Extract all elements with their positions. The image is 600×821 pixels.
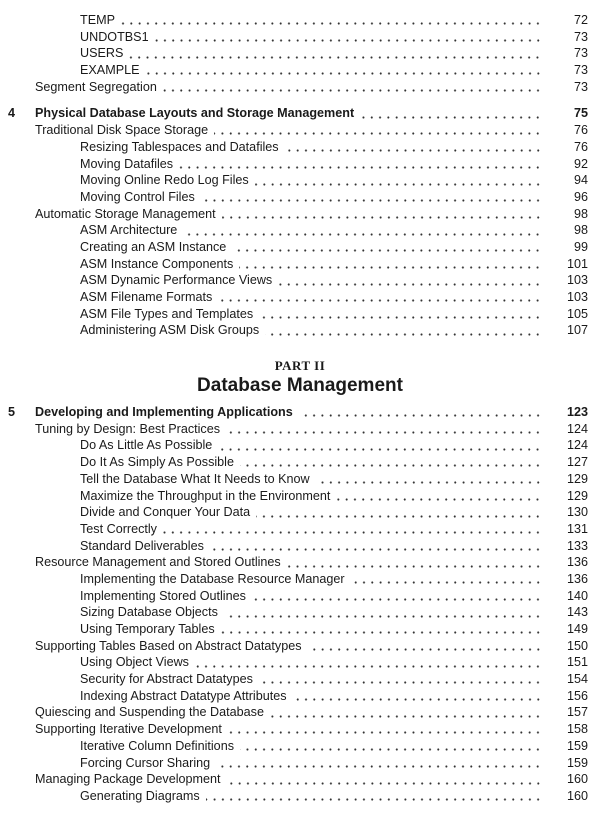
page-number: 99 (573, 239, 588, 254)
entry-title: Standard Deliverables (80, 538, 204, 553)
entry-title: UNDOTBS1 (80, 29, 149, 44)
entry-title: ASM Dynamic Performance Views (80, 273, 273, 288)
page-number: 136 (566, 555, 588, 570)
entry-title: ASM File Types and Templates (80, 306, 254, 321)
dot-leader (293, 698, 542, 701)
page-number: 123 (566, 405, 588, 420)
toc-subsection[interactable] (0, 62, 600, 79)
toc-subsection[interactable] (0, 172, 600, 189)
page-number: 133 (566, 538, 588, 553)
dot-leader (259, 316, 542, 319)
page-number: 160 (566, 788, 588, 803)
page-number: 105 (566, 306, 588, 321)
dot-leader (210, 548, 542, 551)
entry-title: Segment Segregation (35, 79, 157, 94)
toc-subsection[interactable] (0, 504, 600, 521)
chapter-number: 4 (8, 106, 16, 121)
toc-subsection[interactable] (0, 521, 600, 538)
entry-title: Do It As Simply As Possible (80, 455, 234, 470)
toc-section[interactable] (0, 122, 600, 139)
toc-section[interactable] (0, 421, 600, 438)
entry-title: Administering ASM Disk Groups (80, 323, 260, 338)
toc-subsection[interactable] (0, 272, 600, 289)
toc-subsection[interactable] (0, 29, 600, 46)
toc-subsection[interactable] (0, 538, 600, 555)
toc-section[interactable] (0, 79, 600, 96)
dot-leader (218, 299, 542, 302)
dot-leader (201, 199, 542, 202)
page-number: 107 (566, 323, 588, 338)
entry-title: Resizing Tablespaces and Datafiles (80, 139, 279, 154)
toc-subsection[interactable] (0, 688, 600, 705)
entry-title: ASM Instance Components (80, 256, 234, 271)
dot-leader (226, 431, 542, 434)
toc-subsection[interactable] (0, 471, 600, 488)
page-number: 136 (566, 571, 588, 586)
page-number: 103 (566, 290, 588, 304)
page-number: 151 (566, 655, 588, 670)
toc-subsection[interactable] (0, 621, 600, 638)
page-number: 98 (573, 223, 588, 238)
toc-subsection[interactable] (0, 755, 600, 772)
entry-title: Forcing Cursor Sharing (80, 755, 211, 770)
toc-section[interactable] (0, 704, 600, 721)
toc-subsection[interactable] (0, 189, 600, 206)
part-heading (0, 357, 600, 398)
dot-leader (218, 448, 542, 451)
page-number: 131 (566, 521, 588, 536)
dot-leader (308, 648, 542, 651)
dot-leader (239, 266, 542, 269)
toc-section[interactable] (0, 206, 600, 223)
toc-chapter[interactable] (0, 404, 600, 421)
entry-title: Moving Control Files (80, 189, 195, 204)
page-number: 143 (566, 605, 588, 620)
dot-leader (155, 39, 542, 42)
dot-leader (299, 414, 542, 417)
entry-title: TEMP (80, 13, 115, 27)
page-number: 73 (573, 79, 588, 94)
chapter-number: 5 (8, 405, 16, 420)
entry-title: Supporting Iterative Development (35, 722, 222, 737)
entry-title: Security for Abstract Datatypes (80, 672, 253, 687)
entry-title: Tell the Database What It Needs to Know (80, 471, 310, 486)
dot-leader (259, 681, 542, 684)
dot-leader (252, 598, 542, 601)
entry-title: Iterative Column Definitions (80, 738, 234, 753)
page-number: 124 (566, 421, 588, 436)
page-number: 76 (573, 123, 588, 138)
dot-leader (163, 89, 542, 92)
toc-section[interactable] (0, 721, 600, 738)
toc-subsection[interactable] (0, 571, 600, 588)
toc-subsection[interactable] (0, 322, 600, 339)
dot-leader (287, 565, 542, 568)
toc-section[interactable] (0, 771, 600, 788)
dot-leader (256, 515, 542, 518)
toc-subsection[interactable] (0, 588, 600, 605)
toc-subsection[interactable] (0, 222, 600, 239)
dot-leader (195, 665, 542, 668)
entry-title: ASM Architecture (80, 223, 178, 238)
entry-title: Supporting Tables Based on Abstract Datatypes (35, 638, 302, 653)
entry-title: Physical Database Layouts and Storage Management (35, 106, 355, 121)
part-title: Database Management (197, 375, 403, 397)
page-number: 156 (566, 688, 588, 703)
page-number: 96 (573, 189, 588, 204)
page-number: 154 (566, 672, 588, 687)
entry-title: EXAMPLE (80, 63, 140, 78)
dot-leader (278, 283, 542, 286)
page-number: 72 (573, 13, 588, 27)
entry-title: Automatic Storage Management (35, 206, 216, 221)
toc-subsection[interactable] (0, 256, 600, 273)
toc-section[interactable] (0, 638, 600, 655)
dot-leader (129, 56, 542, 59)
page-number: 76 (573, 139, 588, 154)
page-number: 140 (566, 588, 588, 603)
entry-title: Sizing Database Objects (80, 605, 218, 620)
dot-leader (146, 72, 543, 75)
toc-subsection[interactable] (0, 139, 600, 156)
dot-leader (163, 531, 542, 534)
dot-leader (351, 581, 542, 584)
page-number: 98 (573, 206, 588, 221)
dot-leader (179, 166, 542, 169)
dot-leader (183, 233, 542, 236)
dot-leader (232, 249, 542, 252)
dot-leader (214, 132, 542, 135)
page-number: 159 (566, 755, 588, 770)
entry-title: Generating Diagrams (80, 788, 200, 803)
dot-leader (285, 149, 542, 152)
dot-leader (270, 715, 542, 718)
toc-chapter[interactable] (0, 105, 600, 122)
page-number: 160 (566, 772, 588, 787)
dot-leader (316, 481, 542, 484)
dot-leader (336, 498, 542, 501)
entry-title: Creating an ASM Instance (80, 239, 227, 254)
entry-title: Implementing Stored Outlines (80, 588, 246, 603)
dot-leader (221, 631, 542, 634)
toc-section[interactable] (0, 554, 600, 571)
dot-leader (265, 333, 542, 336)
dot-leader (222, 216, 542, 219)
page-number: 159 (566, 738, 588, 753)
page-number: 129 (566, 471, 588, 486)
page-number: 73 (573, 29, 588, 44)
toc-subsection[interactable] (0, 45, 600, 62)
dot-leader (216, 765, 542, 768)
entry-title: Using Temporary Tables (80, 622, 215, 636)
toc-subsection[interactable] (0, 306, 600, 323)
dot-leader (360, 116, 542, 119)
toc-subsection[interactable] (0, 671, 600, 688)
page-number: 75 (573, 106, 588, 121)
entry-title: Traditional Disk Space Storage (35, 123, 209, 138)
table-of-contents (0, 12, 600, 805)
page-number: 92 (573, 156, 588, 171)
entry-title: Moving Online Redo Log Files (80, 173, 249, 188)
toc-subsection[interactable] (0, 738, 600, 755)
entry-title: Maximize the Throughput in the Environment (80, 488, 331, 503)
dot-leader (240, 748, 542, 751)
page-number: 124 (566, 438, 588, 453)
dot-leader (228, 731, 542, 734)
page-number: 158 (566, 722, 588, 737)
toc-subsection[interactable] (0, 654, 600, 671)
entry-title: Developing and Implementing Applications (35, 405, 293, 420)
page-number: 149 (566, 622, 588, 636)
page-number: 129 (566, 488, 588, 503)
dot-leader (255, 183, 542, 186)
page-number: 101 (566, 256, 588, 271)
entry-title: USERS (80, 46, 124, 61)
section-gap (0, 95, 600, 105)
entry-title: Test Correctly (80, 521, 157, 536)
dot-leader (227, 782, 542, 785)
entry-title: Implementing the Database Resource Manager (80, 571, 345, 586)
dot-leader (240, 464, 542, 467)
dot-leader (121, 22, 542, 25)
entry-title: Do As Little As Possible (80, 438, 213, 453)
entry-title: Managing Package Development (35, 772, 221, 787)
entry-title: Tuning by Design: Best Practices (35, 421, 221, 436)
toc-subsection[interactable] (0, 289, 600, 306)
page-number: 150 (566, 638, 588, 653)
page-number: 103 (566, 273, 588, 288)
entry-title: Quiescing and Suspending the Database (35, 705, 264, 720)
toc-subsection[interactable] (0, 12, 600, 29)
page-number: 73 (573, 46, 588, 61)
entry-title: Resource Management and Stored Outlines (35, 555, 281, 570)
entry-title: ASM Filename Formats (80, 290, 213, 304)
dot-leader (206, 798, 542, 801)
toc-subsection[interactable] (0, 437, 600, 454)
entry-title: Moving Datafiles (80, 156, 174, 171)
page-number: 130 (566, 505, 588, 520)
page-number: 94 (573, 173, 588, 188)
toc-subsection[interactable] (0, 239, 600, 256)
page-number: 157 (566, 705, 588, 720)
page-number: 73 (573, 63, 588, 78)
page-number: 127 (566, 455, 588, 470)
toc-subsection[interactable] (0, 454, 600, 471)
entry-title: Divide and Conquer Your Data (80, 505, 251, 520)
entry-title: Using Object Views (80, 655, 189, 670)
toc-subsection[interactable] (0, 156, 600, 173)
toc-subsection[interactable] (0, 488, 600, 505)
dot-leader (224, 615, 542, 618)
part-label: PART II (274, 358, 326, 374)
toc-subsection[interactable] (0, 788, 600, 805)
entry-title: Indexing Abstract Datatype Attributes (80, 688, 287, 703)
toc-subsection[interactable] (0, 604, 600, 621)
